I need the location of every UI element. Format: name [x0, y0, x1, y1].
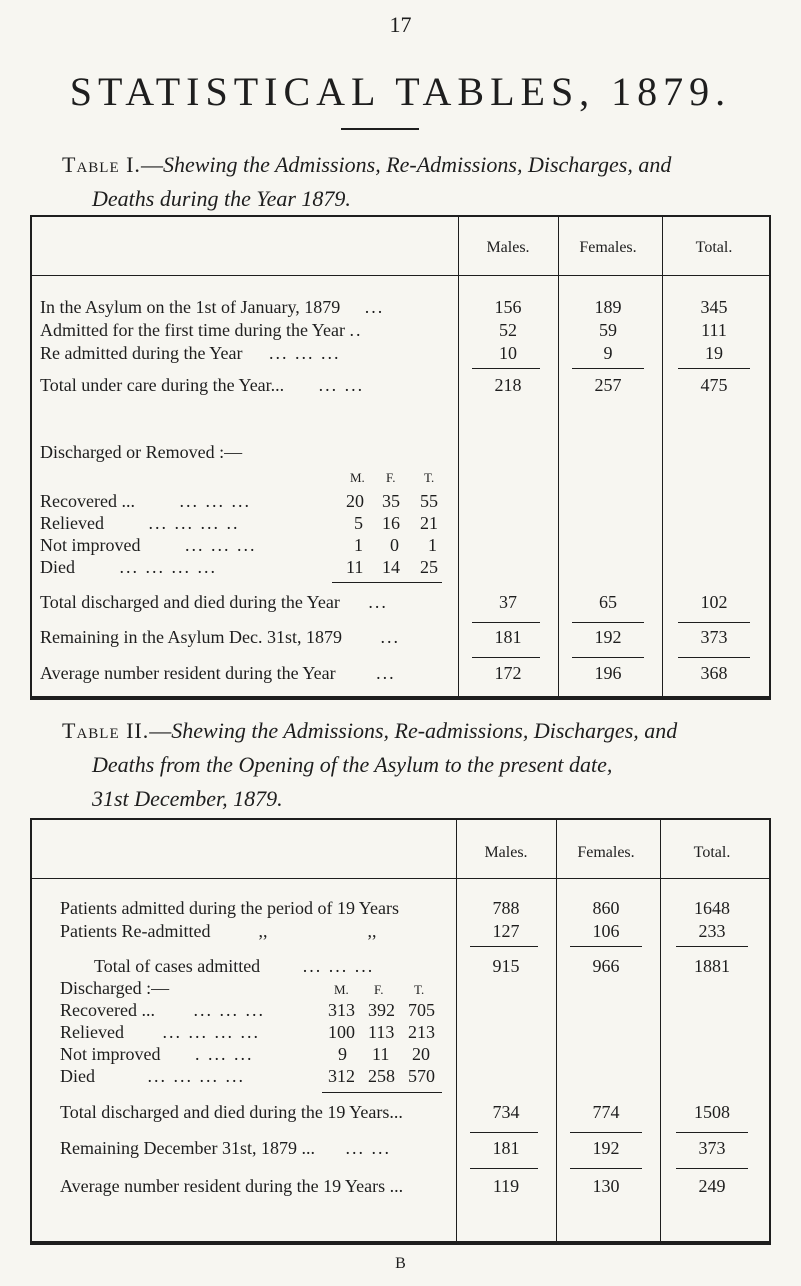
sub-m-value: 9	[338, 1044, 347, 1064]
row-label: Average number resident during the Year	[40, 663, 336, 683]
table1-caption: Table I.—Shewing the Admissions, Re-Admissions, Discharges, and Deaths during the Year 1879.	[62, 152, 672, 211]
ditto-mark: ,,	[367, 921, 377, 941]
sum-rule	[678, 622, 750, 623]
table-row	[40, 627, 400, 648]
sub-t-value: 705	[408, 1000, 435, 1020]
sub-m-value: 5	[354, 513, 363, 533]
table2-header-total: Total.	[693, 844, 731, 861]
table-row	[40, 297, 384, 318]
table1	[30, 215, 771, 700]
table1-header-rule	[32, 275, 769, 276]
sub-m-value: 312	[328, 1066, 355, 1086]
table2-caption-line2: Deaths from the Opening of the Asylum to the present date,	[92, 752, 613, 777]
sub-header-t: T.	[414, 982, 425, 997]
table-row	[60, 1066, 245, 1087]
leader-dots: ...	[376, 663, 396, 683]
males-value: 734	[492, 1102, 520, 1122]
males-value: 181	[492, 1138, 520, 1158]
leader-dots: ... ... ...	[302, 956, 375, 976]
table-row	[60, 921, 376, 942]
sub-m-value: 11	[346, 557, 364, 577]
leader-dots: ... ... ...	[268, 343, 341, 363]
females-value: 9	[603, 343, 613, 363]
row-label: Patients admitted during the period of 19 Years	[60, 898, 399, 918]
females-value: 257	[594, 375, 622, 395]
females-value: 196	[594, 663, 622, 683]
sub-t-value: 570	[408, 1066, 435, 1086]
sum-rule	[570, 1132, 642, 1133]
sub-m-value: 100	[328, 1022, 355, 1042]
table-row	[60, 1000, 265, 1021]
leader-dots: ... ...	[345, 1138, 391, 1158]
row-label: Not improved	[40, 535, 141, 555]
total-value: 102	[700, 592, 728, 612]
table2-col-divider	[556, 820, 557, 1241]
sub-f-value: 16	[382, 513, 400, 533]
row-label: Total discharged and died during the Year	[40, 592, 340, 612]
sub-m-value: 1	[354, 535, 363, 555]
table2-caption-line3: December, 1879.	[134, 786, 283, 811]
row-label: Relieved	[60, 1022, 124, 1042]
table2-col-divider	[660, 820, 661, 1241]
row-label: Total discharged and died during the 19 Years...	[60, 1102, 403, 1122]
sum-rule	[678, 657, 750, 658]
total-value: 368	[700, 663, 728, 683]
sub-f-value: 0	[390, 535, 399, 555]
sub-m-value: 20	[346, 491, 364, 511]
signature-mark: B	[395, 1255, 406, 1272]
row-label: Relieved	[40, 513, 104, 533]
females-value: 774	[592, 1102, 620, 1122]
table-row	[60, 1102, 403, 1123]
table2-caption-line1: Shewing the Admissions, Re-admissions, Discharges, and	[171, 718, 678, 743]
table2-header-males: Males.	[484, 844, 528, 861]
sub-header-m: M.	[334, 982, 349, 997]
sub-f-value: 113	[368, 1022, 395, 1042]
section-heading: Discharged or Removed :—	[40, 442, 243, 462]
leader-dots: ...	[380, 627, 400, 647]
females-value: 65	[599, 592, 617, 612]
males-value: 915	[492, 956, 520, 976]
sum-rule	[570, 1168, 642, 1169]
sub-header-m: M.	[350, 470, 365, 485]
sum-rule	[676, 946, 748, 947]
females-value: 860	[592, 898, 620, 918]
sum-rule	[676, 1132, 748, 1133]
table2	[30, 818, 771, 1245]
males-value: 10	[499, 343, 517, 363]
table-row	[60, 898, 399, 919]
row-label: In the Asylum on the 1st of January, 1879	[40, 297, 341, 317]
sum-rule	[322, 1092, 442, 1093]
leader-dots: ... ... ...	[179, 491, 251, 511]
females-value: 106	[592, 921, 620, 941]
table2-caption: Table II.—Shewing the Admissions, Re-admissions, Discharges, and Deaths from the Opening of the Asylum to the present date, 31st December, 1879.	[62, 718, 678, 811]
leader-dots: ... ...	[318, 375, 365, 395]
males-value: 119	[492, 1176, 520, 1196]
sub-t-value: 20	[412, 1044, 430, 1064]
table2-caption-ord: 31st	[92, 786, 129, 811]
sub-f-value: 392	[368, 1000, 395, 1020]
females-value: 192	[592, 1138, 620, 1158]
table-row	[40, 592, 388, 613]
sum-rule	[470, 1168, 538, 1169]
sub-f-value: 11	[372, 1044, 390, 1064]
table1-caption-line2: Deaths during the Year 1879.	[92, 186, 351, 211]
row-label: Remaining December 31st, 1879 ...	[60, 1138, 315, 1158]
table-row	[40, 491, 251, 512]
total-value: 111	[701, 320, 727, 340]
total-value: 1508	[694, 1102, 730, 1122]
sum-rule	[332, 582, 442, 583]
table-row	[40, 320, 362, 341]
table1-header-males: Males.	[486, 239, 530, 256]
row-label: Total of cases admitted	[94, 956, 261, 976]
sub-t-value: 25	[420, 557, 438, 577]
table-row	[60, 1044, 254, 1065]
females-value: 966	[592, 956, 620, 976]
sum-rule	[472, 657, 540, 658]
table2-label: Table II.	[62, 718, 150, 743]
row-label: Total under care during the Year...	[40, 375, 285, 395]
males-value: 156	[494, 297, 522, 317]
leader-dots: . ... ...	[195, 1044, 254, 1064]
table-row	[94, 956, 374, 977]
table2-header-rule	[32, 878, 769, 879]
row-label: Re admitted during the Year	[40, 343, 243, 363]
sum-rule	[472, 368, 540, 369]
table1-col-divider	[662, 217, 663, 696]
total-value: 373	[698, 1138, 726, 1158]
total-value: 373	[700, 627, 728, 647]
leader-dots: ... ... ...	[185, 535, 257, 555]
total-value: 1648	[694, 898, 730, 918]
table1-caption-line1: Shewing the Admissions, Re-Admissions, Discharges, and	[162, 152, 672, 177]
sum-rule	[472, 622, 540, 623]
females-value: 59	[599, 320, 617, 340]
sub-f-value: 14	[382, 557, 400, 577]
sum-rule	[470, 946, 538, 947]
males-value: 172	[494, 663, 522, 683]
sub-header-t: T.	[424, 470, 435, 485]
leader-dots: ... ... ...	[193, 1000, 265, 1020]
females-value: 130	[592, 1176, 620, 1196]
total-value: 19	[705, 343, 723, 363]
males-value: 52	[499, 320, 517, 340]
row-label: Recovered ...	[40, 491, 135, 511]
males-value: 218	[494, 375, 522, 395]
leader-dots: ...	[368, 592, 388, 612]
table-row	[60, 1176, 403, 1197]
row-label: Not improved	[60, 1044, 161, 1064]
row-label: Recovered ...	[60, 1000, 155, 1020]
sum-rule	[572, 622, 644, 623]
females-value: 189	[594, 297, 622, 317]
table-row	[60, 1022, 260, 1043]
table-row	[40, 663, 396, 684]
leader-dots: ... ... ... ...	[147, 1066, 245, 1086]
sum-rule	[470, 1132, 538, 1133]
males-value: 37	[499, 592, 517, 612]
sub-header-f: F.	[374, 982, 384, 997]
males-value: 788	[492, 898, 520, 918]
table-row	[40, 513, 239, 534]
sub-t-value: 213	[408, 1022, 435, 1042]
table1-label: Table I.	[62, 152, 141, 177]
title-rule	[341, 128, 419, 130]
sub-t-value: 55	[420, 491, 438, 511]
table2-col-divider	[456, 820, 457, 1241]
sub-f-value: 35	[382, 491, 400, 511]
ditto-mark: ,,	[258, 921, 268, 941]
leader-dots: ..	[349, 320, 363, 340]
table1-header-total: Total.	[695, 239, 733, 256]
leader-dots: ...	[364, 297, 385, 317]
page-number: 17	[389, 12, 412, 37]
table-row	[40, 535, 257, 556]
page-title: STATISTICAL TABLES, 1879.	[69, 69, 732, 114]
table1-col-divider	[458, 217, 459, 696]
total-value: 233	[698, 921, 726, 941]
sum-rule	[570, 946, 642, 947]
total-value: 1881	[694, 956, 730, 976]
sum-rule	[572, 368, 644, 369]
row-label: Remaining in the Asylum Dec. 31st, 1879	[40, 627, 342, 647]
total-value: 249	[698, 1176, 726, 1196]
leader-dots: ... ... ... ...	[162, 1022, 260, 1042]
table-row	[40, 375, 364, 396]
table-row	[40, 343, 340, 364]
row-label: Average number resident during the 19 Years ...	[60, 1176, 404, 1196]
males-value: 181	[494, 627, 522, 647]
sub-header-f: F.	[386, 470, 396, 485]
sub-t-value: 21	[420, 513, 438, 533]
total-value: 345	[700, 297, 728, 317]
table1-col-divider	[558, 217, 559, 696]
sum-rule	[676, 1168, 748, 1169]
leader-dots: ... ... ... ...	[119, 557, 217, 577]
total-value: 475	[700, 375, 728, 395]
row-label: Died	[40, 557, 75, 577]
table-row	[60, 1138, 391, 1159]
section-heading: Discharged :—	[60, 978, 170, 998]
table1-header-females: Females.	[579, 239, 637, 256]
sum-rule	[678, 368, 750, 369]
row-label: Admitted for the first time during the Year	[40, 320, 345, 340]
row-label: Died	[60, 1066, 95, 1086]
sum-rule	[572, 657, 644, 658]
table2-header-females: Females.	[577, 844, 635, 861]
sub-t-value: 1	[428, 535, 437, 555]
leader-dots: ... ... ... ..	[148, 513, 240, 533]
sub-m-value: 313	[328, 1000, 355, 1020]
sub-f-value: 258	[368, 1066, 395, 1086]
row-label: Patients Re-admitted	[60, 921, 211, 941]
females-value: 192	[594, 627, 622, 647]
males-value: 127	[492, 921, 520, 941]
table-row	[40, 557, 217, 578]
